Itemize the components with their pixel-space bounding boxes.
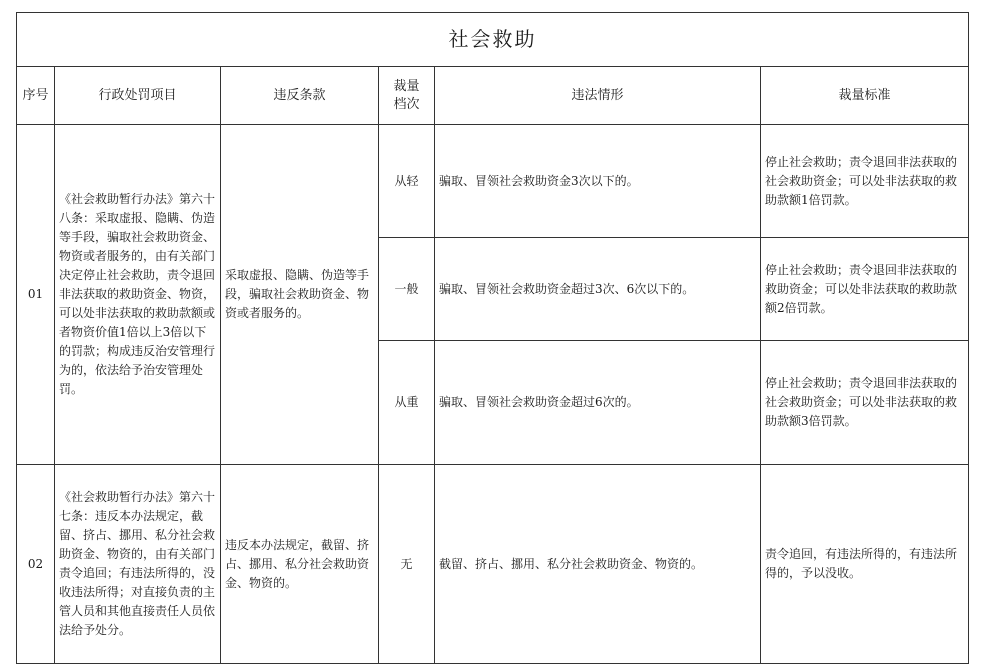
- row-02-item: 《社会救助暂行办法》第六十七条：违反本办法规定，截留、挤占、挪用、私分社会救助资金、物资的，由有关部门责令追回；有违法所得的，没收违法所得；对直接负责的主管人员和其他直接责任人员依法给予处分。: [55, 465, 221, 664]
- header-standard: 裁量标准: [761, 67, 969, 125]
- header-seq: 序号: [17, 67, 55, 125]
- penalty-table: [16, 12, 969, 664]
- row-01-level-normal: 一般: [379, 238, 435, 341]
- row-01-seq: 01: [17, 125, 55, 465]
- header-level: 裁量档次: [379, 67, 435, 125]
- row-01-level-light: 从轻: [379, 125, 435, 238]
- table-row: [17, 465, 969, 664]
- row-02-situation: 截留、挤占、挪用、私分社会救助资金、物资的。: [435, 465, 761, 664]
- header-situation: 违法情形: [435, 67, 761, 125]
- row-01-situation-light: 骗取、冒领社会救助资金3次以下的。: [435, 125, 761, 238]
- header-clause: 违反条款: [221, 67, 379, 125]
- row-01-level-heavy: 从重: [379, 341, 435, 465]
- row-02-level: 无: [379, 465, 435, 664]
- page-title: 社会救助: [17, 13, 969, 67]
- row-02-clause: 违反本办法规定，截留、挤占、挪用、私分社会救助资金、物资的。: [221, 465, 379, 664]
- row-01-standard-normal: 停止社会救助；责令退回非法获取的救助资金；可以处非法获取的救助款额2倍罚款。: [761, 238, 969, 341]
- row-01-standard-heavy: 停止社会救助；责令退回非法获取的社会救助资金；可以处非法获取的救助款额3倍罚款。: [761, 341, 969, 465]
- header-item: 行政处罚项目: [55, 67, 221, 125]
- row-02-seq: 02: [17, 465, 55, 664]
- row-01-clause: 采取虚报、隐瞒、伪造等手段，骗取社会救助资金、物资或者服务的。: [221, 125, 379, 465]
- row-01-item: 《社会救助暂行办法》第六十八条：采取虚报、隐瞒、伪造等手段，骗取社会救助资金、物资或者服务的，由有关部门决定停止社会救助，责令退回非法获取的救助资金、物资，可以处非法获取的救助款额或者物资价值1倍以上3倍以下的罚款；构成违反治安管理行为的，依法给予治安管理处罚。: [55, 125, 221, 465]
- row-02-standard: 责令追回，有违法所得的，有违法所得的，予以没收。: [761, 465, 969, 664]
- row-01-standard-light: 停止社会救助；责令退回非法获取的社会救助资金；可以处非法获取的救助款额1倍罚款。: [761, 125, 969, 238]
- table-row: [17, 125, 969, 238]
- row-01-situation-normal: 骗取、冒领社会救助资金超过3次、6次以下的。: [435, 238, 761, 341]
- row-01-situation-heavy: 骗取、冒领社会救助资金超过6次的。: [435, 341, 761, 465]
